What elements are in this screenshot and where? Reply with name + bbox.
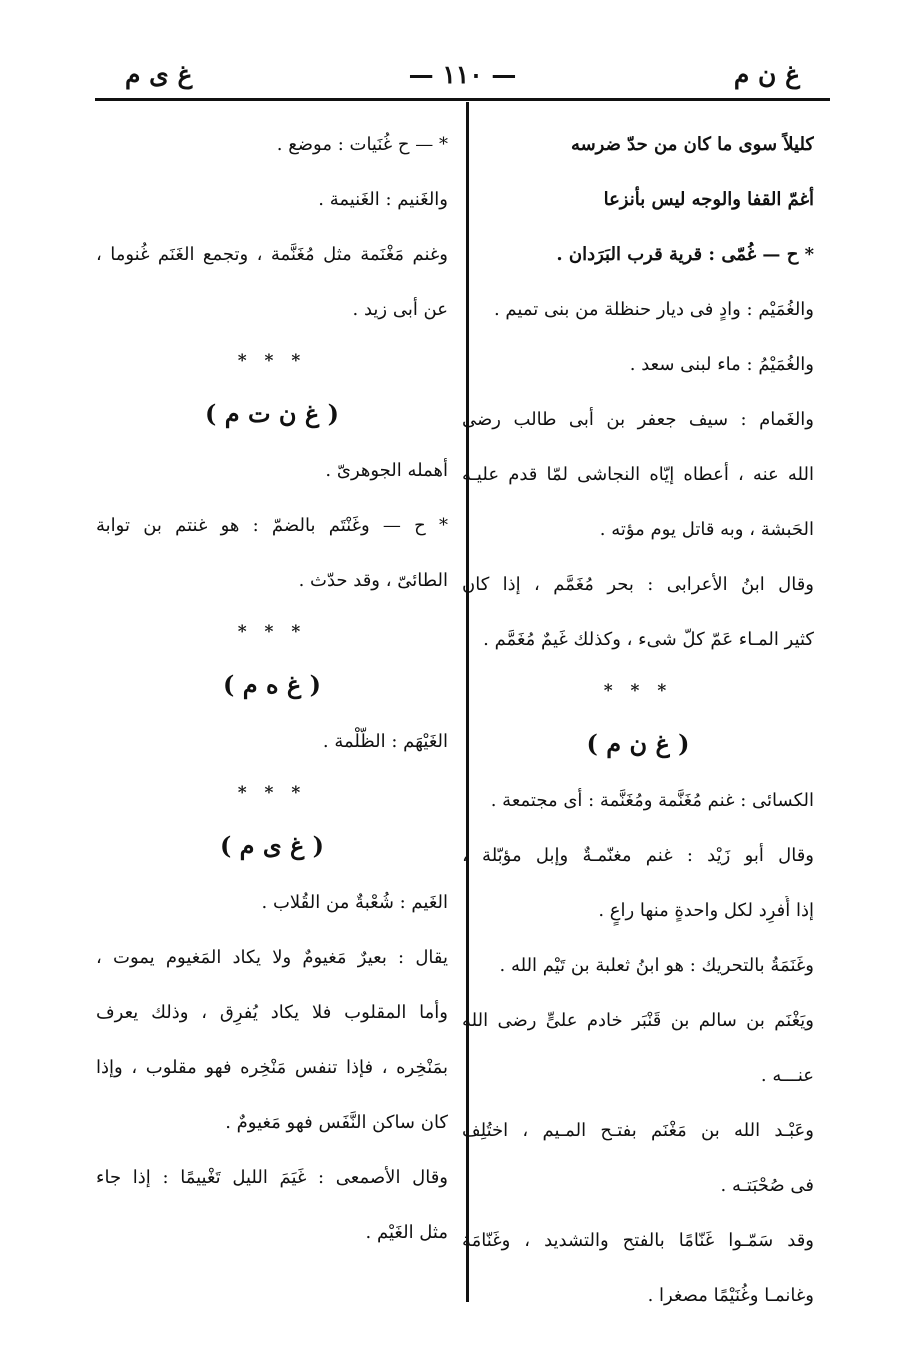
section-heading: ( غ ن ت م ) [205,399,339,428]
text-line: الله عنه ، أعطاه إيّاه النجاشى لمّا قدم عليـه [462,464,814,485]
text-line: عن أبى زيد . [352,299,448,320]
text-line: كان ساكن النَّفَس فهو مَغيومٌ . [225,1112,448,1133]
text-line: والغَنيم : الغَنيمة . [318,189,448,210]
section-separator: * * * [237,622,307,642]
text-line: وعَبْـد الله بن مَغْنَم بفتـح المـيم ، اختُلِف [462,1120,814,1141]
text-line: وقد سَمّـوا غَنّامًا بالفتح والتشديد ، وغَنّامَة [462,1230,814,1251]
left-column [96,130,448,1273]
text-line: وغانمـا وغُنَيْمًا مصغرا . [647,1285,814,1306]
section-separator: * * * [237,783,307,803]
text-line: والغَمام : سيف جعفر بن أبى طالب رضى [462,409,814,430]
header-right-root: غ ن م [733,60,800,89]
header-rule [95,98,830,101]
section-heading: ( غ ه م ) [223,670,321,699]
text-line: وغَنَمَةُ بالتحريك : هو ابنُ ثعلبة بن تَيْم الله . [499,955,814,976]
text-line: وقال ابنُ الأعرابى : بحر مُغَمَّم ، إذا كان [462,574,814,595]
page-number: — ١١٠ — [408,60,517,89]
section-separator: * * * [603,681,673,701]
text-line: * ح — غُمّى : قرية قرب البَرَدان . [556,244,814,265]
text-line: إذا أُفرِد لكل واحدةٍ منها راعٍ . [598,900,814,921]
text-line: بمَنْخِره ، فإذا تنفس مَنْخِره فهو مقلوب ، وإذا [96,1057,448,1078]
right-column [462,130,814,1336]
text-line: الغَيْهَم : الظُّلْمة . [322,731,448,752]
text-line: والغُمَيْمُ : ماء لبنى سعد . [629,354,814,375]
text-line: ويَغْنَم بن سالم بن قَنْبَر خادم علىٍّ رضى الله [462,1010,814,1031]
text-line: كثير المـاء عَمّ كلّ شىء ، وكذلك غَيمٌ مُغَمَّم . [483,629,814,650]
text-line: كليلاً سوى ما كان من حدّ ضرسه [570,134,814,155]
text-line: مثل الغَيْم . [365,1222,448,1243]
section-separator: * * * [237,351,307,371]
section-heading: ( غ ى م ) [219,831,325,860]
text-line: وقال أبو زَيْد : غنم مغنّمـةٌ وإبل مؤبّلة ، [462,845,814,866]
text-line: وغنم مَغْنَمة مثل مُغَنَّمة ، وتجمع الغَنَم غُنوما ، [96,244,448,265]
text-line: يقال : بعيرٌ مَغيومٌ ولا يكاد المَغيوم يموت ، [96,947,448,968]
text-line: الغَيم : شُعْبةٌ من القُلاب . [261,892,448,913]
section-heading: ( غ ن م ) [586,729,690,758]
text-line: الكسائى : غنم مُغَنَّمة ومُغَنَّمة : أى مجتمعة . [490,790,814,811]
text-line: الطائىّ ، وقد حدّث . [298,570,448,591]
text-line: وقال الأصمعى : غَيَمَ الليل تَغْييمًا : إذا جاء [96,1167,448,1188]
text-line: * ح — وغَنْتَم بالضمّ : هو غنتم بن توابة [96,515,448,536]
header-left-root: غ ى م [125,60,193,89]
text-line: * — ح غُنَيات : موضع . [276,134,448,155]
text-line: أغمّ القفا والوجه ليس بأنزعا [603,189,814,210]
page-header [95,58,830,98]
text-line: وأما المقلوب فلا يكاد يُفرِق ، وذلك يعرف [96,1002,448,1023]
text-line: الحَبشة ، وبه قاتل يوم مؤته . [599,519,814,540]
text-line: أهمله الجوهرىّ . [325,460,448,481]
text-line: فى صُحْبَتـه . [720,1175,814,1196]
text-line: عنـــه . [760,1065,814,1086]
text-line: والغُمَيْم : وادٍ فى ديار حنظلة من بنى تميم . [493,299,814,320]
